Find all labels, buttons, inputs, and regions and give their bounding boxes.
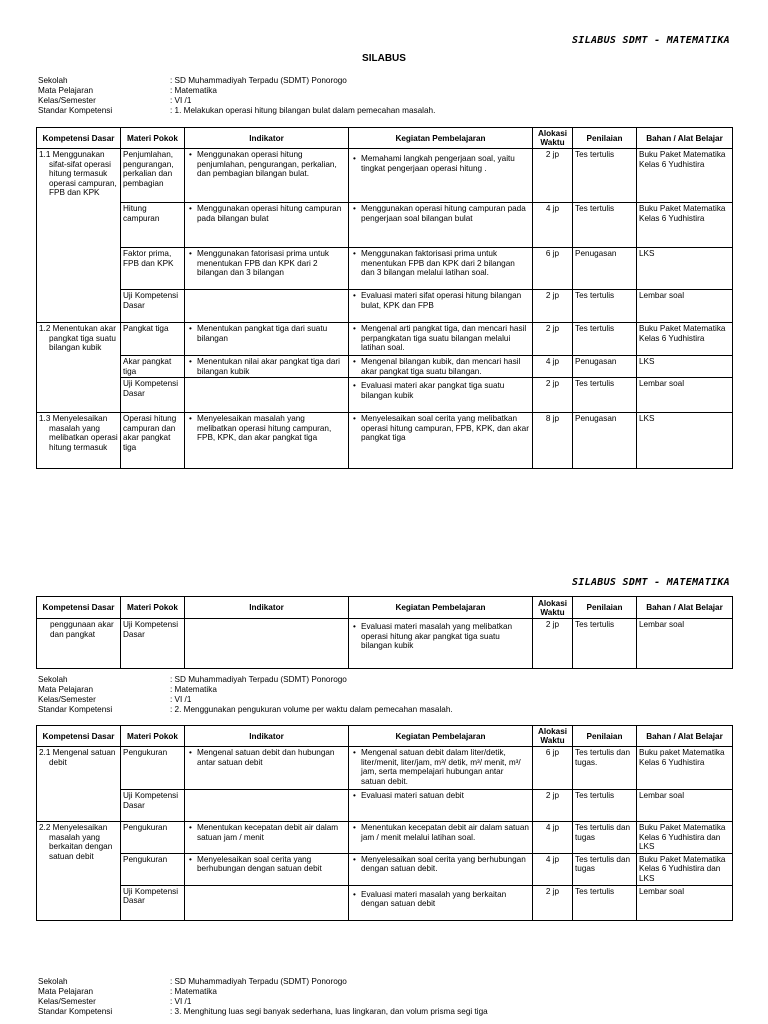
list-item: • Menentukan pangkat tiga dari suatu bilangan xyxy=(197,324,346,343)
table-row xyxy=(37,413,733,469)
kegiatan xyxy=(349,619,533,669)
col-header: Penilaian xyxy=(573,597,637,619)
value: : SD Muhammadiyah Terpadu (SDMT) Ponorogo xyxy=(170,76,347,85)
list-item: • Menggunakan fatorisasi prima untuk menentukan FPB dan KPK dari 2 bilangan dan 3 bilangan xyxy=(197,249,346,278)
label: Mata Pelajaran xyxy=(38,86,94,95)
penilaian: Tes tertulis xyxy=(573,885,637,920)
indikator xyxy=(185,248,349,290)
col-header: Bahan / Alat Belajar xyxy=(637,128,733,149)
penilaian: Penugasan xyxy=(573,248,637,290)
penilaian: Tes tertulis xyxy=(573,378,637,413)
list-item: • Menentukan kecepatan debit air dalam satuan jam / menit melalui latihan soal. xyxy=(361,823,530,842)
identity-block-2 xyxy=(38,675,453,715)
col-header: Penilaian xyxy=(573,128,637,149)
value: : SD Muhammadiyah Terpadu (SDMT) Ponorogo xyxy=(170,977,347,986)
materi-pokok: Operasi hitung campuran dan akar pangkat tiga xyxy=(121,413,185,469)
kegiatan xyxy=(349,290,533,323)
indikator xyxy=(185,356,349,378)
col-header: Penilaian xyxy=(573,726,637,747)
value: : VI /1 xyxy=(170,997,192,1006)
value: : 1. Melakukan operasi hitung bilangan bulat dalam pemecahan masalah. xyxy=(170,106,436,115)
label: Sekolah xyxy=(38,977,68,986)
kegiatan xyxy=(349,378,533,413)
kompetensi-dasar: 2.1 Mengenal satuan debit xyxy=(37,747,121,822)
list-item: • Menyelesaikan soal cerita yang melibatkan operasi hitung campuran, FPB, KPK, dan akar pangkat tiga xyxy=(361,414,530,443)
page-title: SILABUS xyxy=(362,53,406,64)
kegiatan xyxy=(349,885,533,920)
materi-pokok: Pengukuran xyxy=(121,822,185,854)
kegiatan xyxy=(349,747,533,790)
table-row xyxy=(37,619,733,669)
penilaian: Tes tertulis dan tugas. xyxy=(573,747,637,790)
col-header: Bahan / Alat Belajar xyxy=(637,597,733,619)
alokasi-waktu: 2 jp xyxy=(533,290,573,323)
col-header: Materi Pokok xyxy=(121,726,185,747)
identity-block-1 xyxy=(38,76,435,116)
list-item: • Menyelesaikan soal cerita yang berhubungan dengan satuan debit. xyxy=(361,855,530,874)
penilaian: Tes tertulis dan tugas xyxy=(573,853,637,885)
alokasi-waktu: 4 jp xyxy=(533,853,573,885)
bahan: LKS xyxy=(637,356,733,378)
label: Standar Kompetensi xyxy=(38,106,113,115)
col-header: Alokasi Waktu xyxy=(533,726,573,747)
list-item: • Mengenal bilangan kubik, dan mencari hasil akar pangkat tiga suatu bilangan. xyxy=(361,357,530,376)
table-row xyxy=(37,203,733,248)
page-header-1: SILABUS SDMT - MATEMATIKA xyxy=(571,35,730,46)
identity-block-3 xyxy=(38,977,488,1017)
col-header: Indikator xyxy=(185,726,349,747)
bahan: Buku Paket Matematika Kelas 6 Yudhistira xyxy=(637,203,733,248)
list-item: • Mengenal satuan debit dan hubungan antar satuan debit xyxy=(197,748,346,767)
col-header: Materi Pokok xyxy=(121,597,185,619)
col-header: Alokasi Waktu xyxy=(533,128,573,149)
col-header: Kompetensi Dasar xyxy=(37,128,121,149)
value: : Matematika xyxy=(170,987,217,996)
indikator xyxy=(185,323,349,356)
list-item: • Menggunakan operasi hitung campuran pada bilangan bulat xyxy=(197,204,346,223)
list-item: • Menggunakan faktorisasi prima untuk menentukan FPB dan KPK dari 2 bilangan dan 3 bilangan melalui latihan soal. xyxy=(361,249,530,278)
col-header: Indikator xyxy=(185,597,349,619)
syllabus-table-1 xyxy=(36,127,733,469)
col-header: Kompetensi Dasar xyxy=(37,597,121,619)
kompetensi-dasar: 1.1 Menggunakan sifat-sifat operasi hitung termasuk operasi campuran, FPB dan KPK xyxy=(37,149,121,323)
table-row xyxy=(37,853,733,885)
materi-pokok: Uji Kompetensi Dasar xyxy=(121,619,185,669)
value: : Matematika xyxy=(170,86,217,95)
indikator xyxy=(185,413,349,469)
label: Kelas/Semester xyxy=(38,695,96,704)
indikator xyxy=(185,619,349,669)
value: : 2. Menggunakan pengukuran volume per waktu dalam pemecahan masalah. xyxy=(170,705,453,714)
list-item: • Memahami langkah pengerjaan soal, yaitu tingkat pengerjaan operasi hitung . xyxy=(361,154,530,173)
list-item: • Menyelesaikan masalah yang melibatkan operasi hitung campuran, FPB, KPK, dan akar pangkat tiga xyxy=(197,414,346,443)
alokasi-waktu: 4 jp xyxy=(533,203,573,248)
bahan: Lembar soal xyxy=(637,790,733,822)
value: : Matematika xyxy=(170,685,217,694)
list-item: • Menggunakan operasi hitung penjumlahan, pengurangan, perkalian, dan pembagian bilangan bulat. xyxy=(197,150,346,179)
table-row xyxy=(37,822,733,854)
materi-pokok: Uji Kompetensi Dasar xyxy=(121,378,185,413)
label: Mata Pelajaran xyxy=(38,987,94,996)
list-item: • Evaluasi materi sifat operasi hitung bilangan bulat, KPK dan FPB xyxy=(361,291,530,310)
alokasi-waktu: 2 jp xyxy=(533,790,573,822)
list-item: • Menggunakan operasi hitung campuran pada pengerjaan soal bilangan bulat xyxy=(361,204,530,223)
penilaian: Tes tertulis xyxy=(573,619,637,669)
kompetensi-dasar: penggunaan akar dan pangkat xyxy=(37,619,121,669)
value: : 3. Menghitung luas segi banyak sederhana, luas lingkaran, dan volum prisma segi tiga xyxy=(170,1007,488,1016)
col-header: Kegiatan Pembelajaran xyxy=(349,597,533,619)
indikator xyxy=(185,822,349,854)
list-item: • Mengenal satuan debit dalam liter/detik, liter/menit, liter/jam, m³/ detik, m³/ menit, m³/ jam, serta mempelajari hubungan antar satuan debit. xyxy=(361,748,530,786)
materi-pokok: Pengukuran xyxy=(121,747,185,790)
bahan: Buku paket Matematika Kelas 6 Yudhistira xyxy=(637,747,733,790)
materi-pokok: Faktor prima, FPB dan KPK xyxy=(121,248,185,290)
table-row xyxy=(37,790,733,822)
label: Sekolah xyxy=(38,76,68,85)
indikator xyxy=(185,747,349,790)
alokasi-waktu: 4 jp xyxy=(533,822,573,854)
penilaian: Tes tertulis xyxy=(573,203,637,248)
list-item: • Menentukan nilai akar pangkat tiga dari bilangan kubik xyxy=(197,357,346,376)
indikator xyxy=(185,203,349,248)
col-header: Alokasi Waktu xyxy=(533,597,573,619)
label: Standar Kompetensi xyxy=(38,705,113,714)
table-row xyxy=(37,885,733,920)
bahan: LKS xyxy=(637,413,733,469)
value: : SD Muhammadiyah Terpadu (SDMT) Ponorogo xyxy=(170,675,347,684)
table-row xyxy=(37,747,733,790)
label: Kelas/Semester xyxy=(38,997,96,1006)
bahan: LKS xyxy=(637,248,733,290)
penilaian: Tes tertulis xyxy=(573,323,637,356)
alokasi-waktu: 8 jp xyxy=(533,413,573,469)
materi-pokok: Penjumlahan, pengurangan, perkalian dan pembagian xyxy=(121,149,185,203)
alokasi-waktu: 2 jp xyxy=(533,149,573,203)
label: Standar Kompetensi xyxy=(38,1007,113,1016)
col-header: Bahan / Alat Belajar xyxy=(637,726,733,747)
indikator xyxy=(185,885,349,920)
table-row xyxy=(37,149,733,203)
label: Sekolah xyxy=(38,675,68,684)
kegiatan xyxy=(349,323,533,356)
indikator xyxy=(185,853,349,885)
alokasi-waktu: 2 jp xyxy=(533,619,573,669)
kompetensi-dasar: 1.3 Menyelesaikan masalah yang melibatkan operasi hitung termasuk xyxy=(37,413,121,469)
syllabus-table-2 xyxy=(36,596,733,669)
alokasi-waktu: 6 jp xyxy=(533,747,573,790)
kegiatan xyxy=(349,248,533,290)
kegiatan xyxy=(349,413,533,469)
alokasi-waktu: 2 jp xyxy=(533,885,573,920)
kegiatan xyxy=(349,149,533,203)
kegiatan xyxy=(349,853,533,885)
materi-pokok: Uji Kompetensi Dasar xyxy=(121,885,185,920)
materi-pokok: Akar pangkat tiga xyxy=(121,356,185,378)
indikator xyxy=(185,149,349,203)
alokasi-waktu: 6 jp xyxy=(533,248,573,290)
col-header: Indikator xyxy=(185,128,349,149)
materi-pokok: Hitung campuran xyxy=(121,203,185,248)
list-item: • Menentukan kecepatan debit air dalam satuan jam / menit xyxy=(197,823,346,842)
materi-pokok: Pangkat tiga xyxy=(121,323,185,356)
penilaian: Penugasan xyxy=(573,356,637,378)
list-item: • Evaluasi materi satuan debit xyxy=(361,791,530,801)
materi-pokok: Uji Kompetensi Dasar xyxy=(121,290,185,323)
indikator xyxy=(185,790,349,822)
kegiatan xyxy=(349,356,533,378)
bahan: Buku Paket Matematika Kelas 6 Yudhistira dan LKS xyxy=(637,853,733,885)
label: Kelas/Semester xyxy=(38,96,96,105)
list-item: • Evaluasi materi masalah yang berkaitan dengan satuan debit xyxy=(361,890,530,909)
alokasi-waktu: 4 jp xyxy=(533,356,573,378)
list-item: • Menyelesaikan soal cerita yang berhubungan dengan satuan debit xyxy=(197,855,346,874)
table-row xyxy=(37,248,733,290)
alokasi-waktu: 2 jp xyxy=(533,378,573,413)
kompetensi-dasar: 1.2 Menentukan akar pangkat tiga suatu bilangan kubik xyxy=(37,323,121,413)
penilaian: Tes tertulis dan tugas xyxy=(573,822,637,854)
table-row xyxy=(37,290,733,323)
materi-pokok: Uji Kompetensi Dasar xyxy=(121,790,185,822)
materi-pokok: Pengukuran xyxy=(121,853,185,885)
bahan: Buku Paket Matematika Kelas 6 Yudhistira xyxy=(637,149,733,203)
kegiatan xyxy=(349,203,533,248)
col-header: Kegiatan Pembelajaran xyxy=(349,726,533,747)
list-item: • Evaluasi materi akar pangkat tiga suatu bilangan kubik xyxy=(361,381,530,400)
bahan: Lembar soal xyxy=(637,290,733,323)
page-header-2: SILABUS SDMT - MATEMATIKA xyxy=(571,577,730,588)
col-header: Kegiatan Pembelajaran xyxy=(349,128,533,149)
value: : VI /1 xyxy=(170,695,192,704)
penilaian: Tes tertulis xyxy=(573,149,637,203)
penilaian: Penugasan xyxy=(573,413,637,469)
table-row xyxy=(37,356,733,378)
penilaian: Tes tertulis xyxy=(573,290,637,323)
kegiatan xyxy=(349,822,533,854)
bahan: Lembar soal xyxy=(637,619,733,669)
bahan: Lembar soal xyxy=(637,378,733,413)
bahan: Buku Paket Matematika Kelas 6 Yudhistira dan LKS xyxy=(637,822,733,854)
col-header: Materi Pokok xyxy=(121,128,185,149)
penilaian: Tes tertulis xyxy=(573,790,637,822)
syllabus-table-3 xyxy=(36,725,733,921)
col-header: Kompetensi Dasar xyxy=(37,726,121,747)
kompetensi-dasar: 2.2 Menyelesaikan masalah yang berkaitan dengan satuan debit xyxy=(37,822,121,921)
list-item: • Evaluasi materi masalah yang melibatkan operasi hitung akar pangkat tiga suatu bilangan kubik xyxy=(361,622,530,651)
list-item: • Mengenal arti pangkat tiga, dan mencari hasil perpangkatan tiga suatu bilangan melalui latihan soal. xyxy=(361,324,530,353)
kegiatan xyxy=(349,790,533,822)
indikator xyxy=(185,290,349,323)
table-row xyxy=(37,323,733,356)
bahan: Lembar soal xyxy=(637,885,733,920)
bahan: Buku Paket Matematika Kelas 6 Yudhistira xyxy=(637,323,733,356)
alokasi-waktu: 2 jp xyxy=(533,323,573,356)
label: Mata Pelajaran xyxy=(38,685,94,694)
value: : VI /1 xyxy=(170,96,192,105)
table-row xyxy=(37,378,733,413)
indikator xyxy=(185,378,349,413)
